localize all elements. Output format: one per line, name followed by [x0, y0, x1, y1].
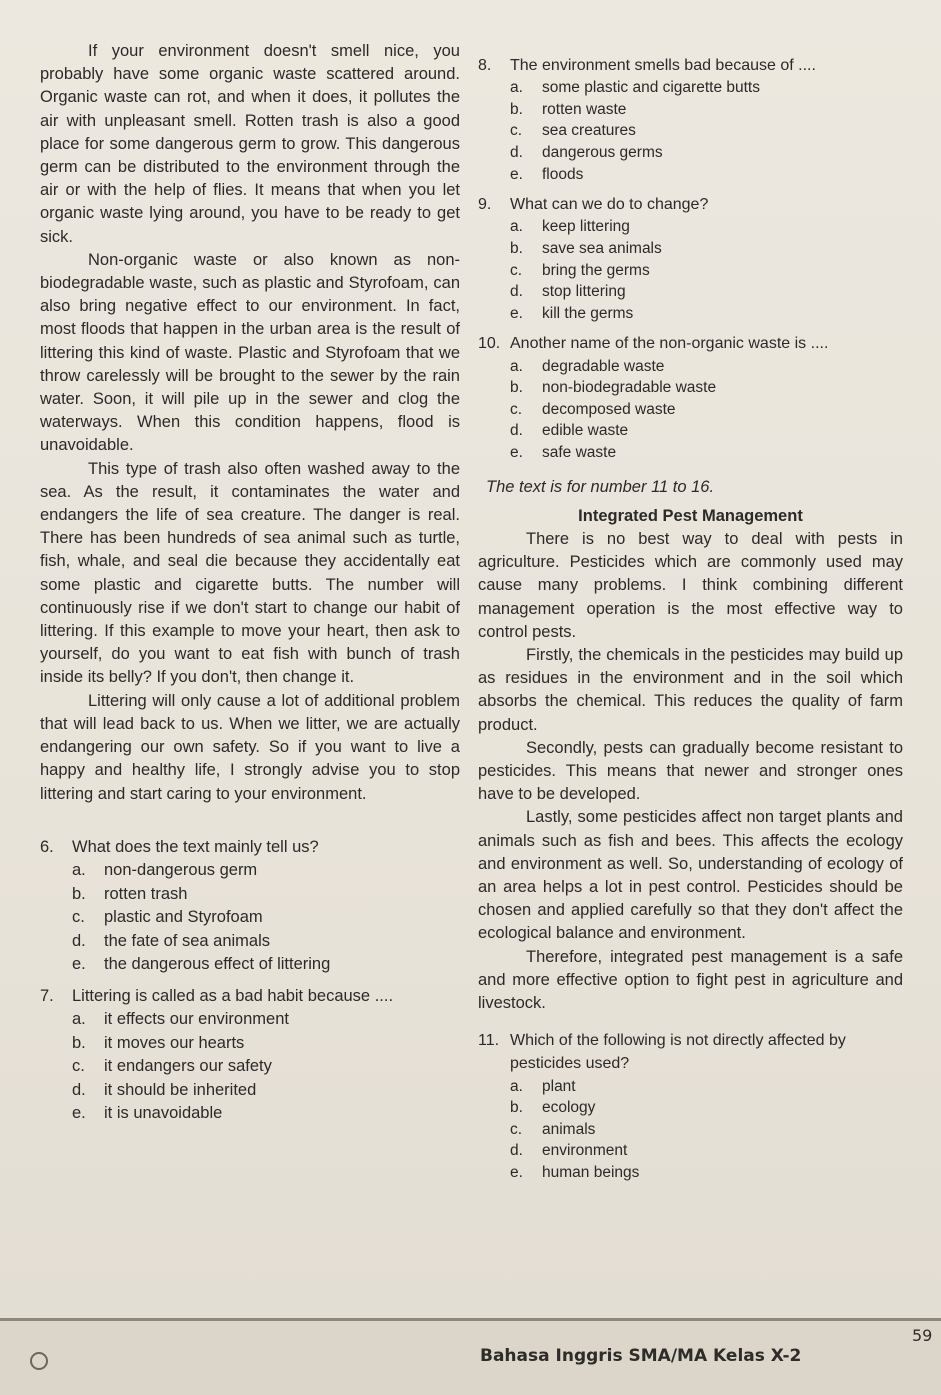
- question-11: [478, 1029, 903, 1183]
- question-stem: The environment smells bad because of ....: [510, 57, 816, 74]
- option-list: [478, 1076, 903, 1184]
- option-b[interactable]: b. ecology: [510, 1099, 596, 1117]
- option-list: [40, 1008, 460, 1126]
- option-a[interactable]: a. degradable waste: [510, 357, 665, 375]
- text-title: Integrated Pest Management: [578, 506, 803, 525]
- text2-paragraph-4: Lastly, some pesticides affect non target plants and animals such as fish and bees. This affects the ecology and environment as well. So, understanding of ecology of an area helps a lot in pest control. Pesticides should be chosen and applied carefully so that they don't affect the ecological balance and environment.: [478, 808, 903, 943]
- option-e[interactable]: e. the dangerous effect of littering: [72, 955, 331, 974]
- reading-paragraph-4: Littering will only cause a lot of additional problem that will lead back to us. When we litter, we are actually endangering our own safety. So if you want to live a happy and healthy life, I strongly advise you to stop littering and start caring to your environment.: [40, 691, 460, 803]
- option-d[interactable]: d. dangerous germs: [510, 143, 663, 161]
- option-list: [478, 216, 903, 324]
- question-6: [40, 836, 460, 977]
- option-c[interactable]: c. sea creatures: [510, 122, 636, 140]
- text2-paragraph-3: Secondly, pests can gradually become resistant to pesticides. This means that newer and stronger ones have to be developed.: [478, 738, 903, 804]
- question-number: 7.: [40, 986, 54, 1005]
- book-title: Bahasa Inggris SMA/MA Kelas X-2: [480, 1346, 802, 1366]
- text2-paragraph-2: Firstly, the chemicals in the pesticides may build up as residues in the environment and in the soil which absorbs the chemical. This reduces the quality of farm product.: [478, 645, 903, 734]
- option-b[interactable]: b. rotten trash: [72, 884, 188, 903]
- question-number: 10.: [478, 335, 501, 353]
- option-d[interactable]: d. edible waste: [510, 422, 629, 440]
- option-e[interactable]: e. kill the germs: [510, 304, 634, 322]
- option-c[interactable]: c. animals: [510, 1120, 596, 1138]
- question-number: 11.: [478, 1032, 500, 1050]
- option-e[interactable]: e. it is unavoidable: [72, 1104, 223, 1123]
- option-b[interactable]: b. non-biodegradable waste: [510, 379, 717, 397]
- text2-paragraph-5: Therefore, integrated pest management is a safe and more effective option to fight pest in agriculture and livestock.: [478, 947, 903, 1012]
- reading-paragraph-3: This type of trash also often washed away to the sea. As the result, it contaminates the water and endangers the life of sea creature. The danger is real. There has been hundreds of sea animal such as turtle, fish, whale, and seal die because they accidentally eat some plastic and cigarette butts. The number will continuously rise if we don't start to change our habit of littering. If this example to move your heart, then ask to yourself, do you want to eat fish with bunch of trash inside its belly? If you don't, then change it.: [40, 459, 460, 687]
- question-stem: What does the text mainly tell us?: [72, 837, 319, 856]
- option-d[interactable]: d. it should be inherited: [72, 1080, 257, 1099]
- option-a[interactable]: a. it effects our environment: [72, 1010, 289, 1029]
- decorative-circle-icon: [30, 1352, 48, 1370]
- option-e[interactable]: e. safe waste: [510, 443, 617, 461]
- option-list: [40, 859, 460, 977]
- option-a[interactable]: a. plant: [510, 1077, 576, 1095]
- option-c[interactable]: c. it endangers our safety: [72, 1057, 272, 1076]
- option-c[interactable]: c. bring the germs: [510, 261, 650, 279]
- section-note: The text is for number 11 to 16.: [486, 477, 715, 496]
- option-a[interactable]: a. some plastic and cigarette butts: [510, 79, 760, 97]
- option-list: [478, 356, 903, 464]
- question-stem: Another name of the non-organic waste is ....: [510, 335, 829, 353]
- option-b[interactable]: b. it moves our hearts: [72, 1033, 245, 1052]
- option-a[interactable]: a. keep littering: [510, 218, 630, 236]
- option-d[interactable]: d. the fate of sea animals: [72, 931, 271, 950]
- question-9: [478, 193, 903, 324]
- question-number: 6.: [40, 837, 54, 856]
- reading-paragraph-1: If your environment doesn't smell nice, you probably have some organic waste scattered around. Organic waste can rot, and when it does, it pollutes the air with unpleasant smell. Rotten trash is also a good place for some dangerous germ to grow. This dangerous germ can be distributed to the environment through the air or with the help of flies. It means that when you let organic waste lying around, you have to be ready to get sick.: [40, 42, 460, 246]
- option-b[interactable]: b. rotten waste: [510, 100, 627, 118]
- question-stem: Which of the following is not directly affected by pesticides used?: [510, 1032, 846, 1073]
- question-number: 8.: [478, 57, 492, 74]
- option-a[interactable]: a. non-dangerous germ: [72, 860, 258, 879]
- question-stem: Littering is called as a bad habit because ....: [72, 986, 394, 1005]
- question-number: 9.: [478, 196, 492, 214]
- option-c[interactable]: c. decomposed waste: [510, 400, 676, 418]
- option-c[interactable]: c. plastic and Styrofoam: [72, 908, 263, 927]
- left-column: [40, 40, 460, 1126]
- question-stem: What can we do to change?: [510, 196, 709, 214]
- question-8: [478, 54, 903, 185]
- question-10: [478, 332, 903, 463]
- page-number: 59: [912, 1326, 933, 1345]
- text2-paragraph-1: There is no best way to deal with pests in agriculture. Pesticides which are commonly used may cause many problems. I think combining different management operation is the most effective way to control pests.: [478, 529, 903, 641]
- option-b[interactable]: b. save sea animals: [510, 239, 662, 257]
- reading-paragraph-2: Non-organic waste or also known as non-biodegradable waste, such as plastic and Styrofoam, can also bring negative effect to our environment. In fact, most floods that happen in the urban area is the result of littering this kind of waste. Plastic and Styrofoam that we throw carelessly will be brought to the sewer by the rain water. Soon, it will pile up in the sewer and clog the waterways. When this condition happens, flood is unavoidable.: [40, 250, 460, 455]
- option-e[interactable]: e. human beings: [510, 1163, 640, 1181]
- question-7: [40, 985, 460, 1126]
- option-d[interactable]: d. stop littering: [510, 283, 626, 301]
- option-list: [478, 77, 903, 185]
- right-column: [478, 54, 903, 1184]
- option-d[interactable]: d. environment: [510, 1142, 628, 1160]
- option-e[interactable]: e. floods: [510, 165, 584, 183]
